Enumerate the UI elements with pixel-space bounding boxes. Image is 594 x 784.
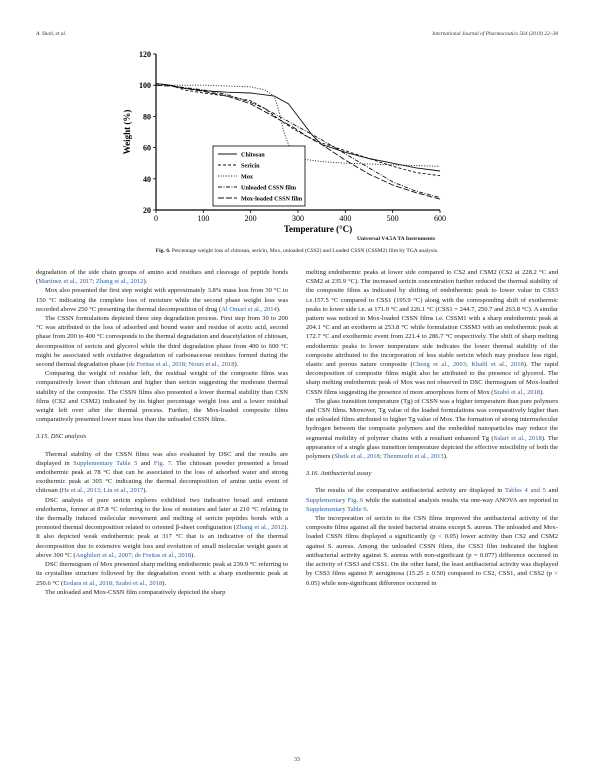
right-column bbox=[306, 268, 558, 588]
paragraph: Comparing the weight of residue left, the residual weight of the composite films was comparatively lower than chitosan and higher than sericin suggesting the moderate thermal stability of the composite. The CSSN films also presented a lower thermal stability than CSN films (CS2 and CSM2) indicated by its higher percentage weight loss and a lower residual weight left over after the thermal process. Further, the Mox-loaded composite films comparatively presented lower mass loss than the unloaded CSSN films. bbox=[36, 370, 288, 424]
citation-link[interactable]: Supplementary Table 5 bbox=[73, 459, 138, 467]
paragraph: The CSSN formulations depicted three step degradation process. First step from 30 to 200 °C was attributed to the loss of adsorbed and bound water and residue of acetic acid, second phase from 200 to 400 °C corresponds to the thermal degradation and deacetylation of chitosan, decomposition of sericin and glycerol while the third degradation phase from 400 to 600 °C might be associated with oxidative degradation of carbonaceous residues formed during the second thermal degradation phase (de Freitas et al., 2018; Nouri et al., 2018). bbox=[36, 315, 288, 369]
y-tick-label: 100 bbox=[139, 81, 151, 91]
x-axis-label: Temperature (°C) bbox=[283, 224, 353, 234]
paragraph: Thermal stability of the CSSN films was also evaluated by DSC and the results are displayed in Supplementary Table 5 and Fig. 7. The chitosan powder presented a broad endothermic peak at 78 °C that can be associated to the loss of adsorbed water and strong exothermic peak at 305 °C indicating the thermal decomposition of amine units event of chitosan (He et al., 2013; Liu et al., 2017). bbox=[36, 450, 289, 495]
x-tick-label: 100 bbox=[197, 214, 210, 223]
paragraph: The glass transition temperature (Tg) of CSSN was a higher temperature than pure polymers and CSN films. Moreover, Tg value of the loaded formulations was comparatively higher than the unloaded films attributed to higher Tg value of Mox. The formation of strong intermolecular hydrogen between the composite polymers and the embedded nanoparticles may reduce the segmental mobility of polymer chains with a resultant enhanced Tg (Salari et al., 2018). The appearance of a single glass transition temperature depicted the effective miscibility of both the polymers (Sheik et al., 2018; Thenmozhi et al., 2013). bbox=[306, 397, 559, 461]
citation-link[interactable]: Sheik et al., 2018; Thenmozhi et al., 2013 bbox=[334, 453, 444, 461]
running-header-authors: A. Shah, et al. bbox=[36, 31, 67, 37]
y-axis-label: Weight (%) bbox=[122, 109, 132, 155]
citation-link[interactable]: Szabó et al., 2018 bbox=[493, 388, 541, 396]
paragraph: DSC thermogram of Mox presented sharp melting endothermic peak at 239.9 °C referring to its crystalline structure followed by the degradation event with a sharp exothermic peak at 250.6 °C (Eedara et al., 2018; Szabó et al., 2018). bbox=[36, 561, 288, 587]
citation-link[interactable]: Supplementary Table 6 bbox=[306, 505, 367, 513]
citation-link[interactable]: Zhang et al., 2012 bbox=[235, 524, 285, 532]
paragraph: The unloaded and Mox-CSSN film comparatively depicted the sharp bbox=[45, 588, 226, 596]
paragraph: The results of the comparative antibacterial activity are displayed in Tables 4 and 5 and Supplementary Fig. 6 while the statistical analysis results via one-way ANOVA are reported in Supplementary Table 6. bbox=[306, 487, 558, 513]
tga-chart bbox=[118, 48, 448, 238]
y-tick-label: 40 bbox=[143, 174, 151, 184]
caption-text: Percentage weight loss of chitosan, sericin, Mox, unloaded (CSS2) and Loaded CSSN (CSSM2) film by TGA analysis. bbox=[171, 248, 439, 254]
legend-label: Sericin bbox=[241, 162, 260, 170]
x-tick-label: 600 bbox=[434, 214, 446, 223]
legend-label: Unloaded CSSN film bbox=[241, 184, 297, 192]
legend-label: Mox-loaded CSSN film bbox=[241, 195, 303, 203]
page-number: 33 bbox=[294, 757, 300, 763]
running-header-journal: International Journal of Pharmaceutics 564 (2019) 22–38 bbox=[432, 31, 558, 37]
y-tick-label: 80 bbox=[143, 112, 151, 122]
citation-link[interactable]: de Freitas et al., 2018; Nouri et al., 2018 bbox=[128, 361, 235, 369]
x-tick-label: 500 bbox=[386, 214, 399, 223]
citation-link[interactable]: He et al., 2013; Liu et al., 2017 bbox=[61, 487, 144, 495]
citation-link[interactable]: Tables 4 and 5 bbox=[504, 487, 546, 495]
x-tick-label: 200 bbox=[244, 214, 257, 223]
y-tick-label: 120 bbox=[139, 50, 151, 59]
citation-link[interactable]: Eedara et al., 2018; Szabó et al., 2018 bbox=[63, 579, 163, 587]
citation-link[interactable]: Anghileri et al., 2007; de Freitas et al., 2018 bbox=[75, 551, 192, 559]
section-heading: 3.15. DSC analysis bbox=[36, 433, 87, 441]
x-tick-label: 400 bbox=[339, 214, 352, 223]
legend-label: Mox bbox=[241, 173, 254, 181]
citation-link[interactable]: Cheng et al., 2003; Khalil et al., 2018 bbox=[412, 361, 524, 369]
instrument-label: Universal V4.5A TA Instruments bbox=[357, 236, 436, 242]
paragraph: The incorporation of sericin to the CSN films improved the antibacterial activity of the composite films against all the tested bacterial strains except S. aureus. The unloaded and Mox-loaded CSSN films displayed a significantly (p < 0.05) lower activity than CS2 and CSM2 against S. aureus. Among the unloaded CSSN films, the CSS3 film indicated the highest antibacterial activity against S. aureus with non-significant (p = 0.077) difference occurred in the activity of CSS3 and CSS1. On the other hand, the least antibacterial activity was displayed by CSS3 films against P. aeruginosa (15.25 ± 0.50) compared to CS2, CSS1, and CSS2 (p < 0.05) while non-significant difference occurred in bbox=[306, 515, 558, 587]
left-column bbox=[36, 268, 288, 597]
legend-label: Chitosan bbox=[241, 151, 265, 159]
paragraph: Mox also presented the first step weight with approximately 3.8% mass loss from 30 °C to 150 °C indicating the complete loss of moisture while the second phase weight loss was recorded above 250 °C presenting the thermal decomposition of drug (Al Omari et al., 2014). bbox=[36, 287, 288, 313]
citation-link[interactable]: Al Omari et al., 2014 bbox=[221, 305, 277, 313]
citation-link[interactable]: Martínez et al., 2017; Zhang et al., 2012 bbox=[38, 278, 144, 286]
x-tick-label: 0 bbox=[154, 214, 158, 223]
y-tick-label: 20 bbox=[143, 206, 151, 215]
paragraph: degradation of the side chain groups of amino acid residues and cleavage of peptide bonds (Martínez et al., 2017; Zhang et al., 2012). bbox=[36, 269, 288, 286]
caption-label: Fig. 6. bbox=[155, 248, 171, 254]
figure-caption bbox=[36, 248, 558, 254]
y-tick-label: 60 bbox=[143, 143, 151, 153]
citation-link[interactable]: Supplementary Fig. 6 bbox=[306, 496, 364, 504]
citation-link[interactable]: Fig. 7 bbox=[153, 459, 171, 467]
chart-legend bbox=[213, 146, 305, 206]
x-tick-label: 300 bbox=[292, 214, 304, 223]
paragraph: DSC analysis of pure sericin explores exhibited two indicative broad and eminent endotherms, former at 87.8 °C referring to the loss of moisture and later at 210 °C relating to the thermally induced molecular movement and melting of sericin peptides bonds with a promoted thermal decomposition related to oriented β-sheet configuration (Zhang et al., 2012). It also depicted weak endothermic peak at 317 °C that is an indicative of the thermal decomposition due to extensive weight loss and evolution of small molecular weight gases at above 300 °C (Anghileri et al., 2007; de Freitas et al., 2018). bbox=[36, 496, 289, 559]
paragraph: melting endothermic peaks at lower side compared to CS2 and CSM2 (CS2 at 228.2 °C and CSM2 at 235.9 °C). The increased sericin concentration further reduced the thermal stability of the composite films as indicated by shifting of endothermic peak to lower value in CSS3 i.e.157.5 °C compared to CSS1 (195.9 °C) along with the corresponding shift of exothermic peaks to lower side i.e. at 171.0 °C and 226.1 °C (CSS1 = 244.7, 250.7 and 263.8 °C). A similar pattern was noticed in Mox-loaded CSSN films i.e. CSSM1 with a sharp endothermic peak at 204.1 °C and an exotherm at 253.8 °C while formulation CSSM3 with an endothermic peak at 172.7 °C and exothermic event from 221.4 to 286.7 °C respectively. The shift of sharp melting endothermic peaks to lower temperature side indicates the lower thermal stability of the composite attributed to the incorporation of less stable sericin which may produce less rigid, elastic and porous nature composite (Cheng et al., 2003; Khalil et al., 2018). The rapid decomposition of composite films might also be attributed to the presence of glycerol. The sharp melting endothermic peak of Mox was not observed in DSC thermogram of Mox-loaded CSSN films suggesting the presence of more amorphous form of Mox (Szabó et al., 2018). bbox=[306, 269, 558, 396]
citation-link[interactable]: Salari et al., 2018 bbox=[493, 434, 542, 442]
section-heading: 3.16. Antibacterial assay bbox=[306, 470, 372, 478]
